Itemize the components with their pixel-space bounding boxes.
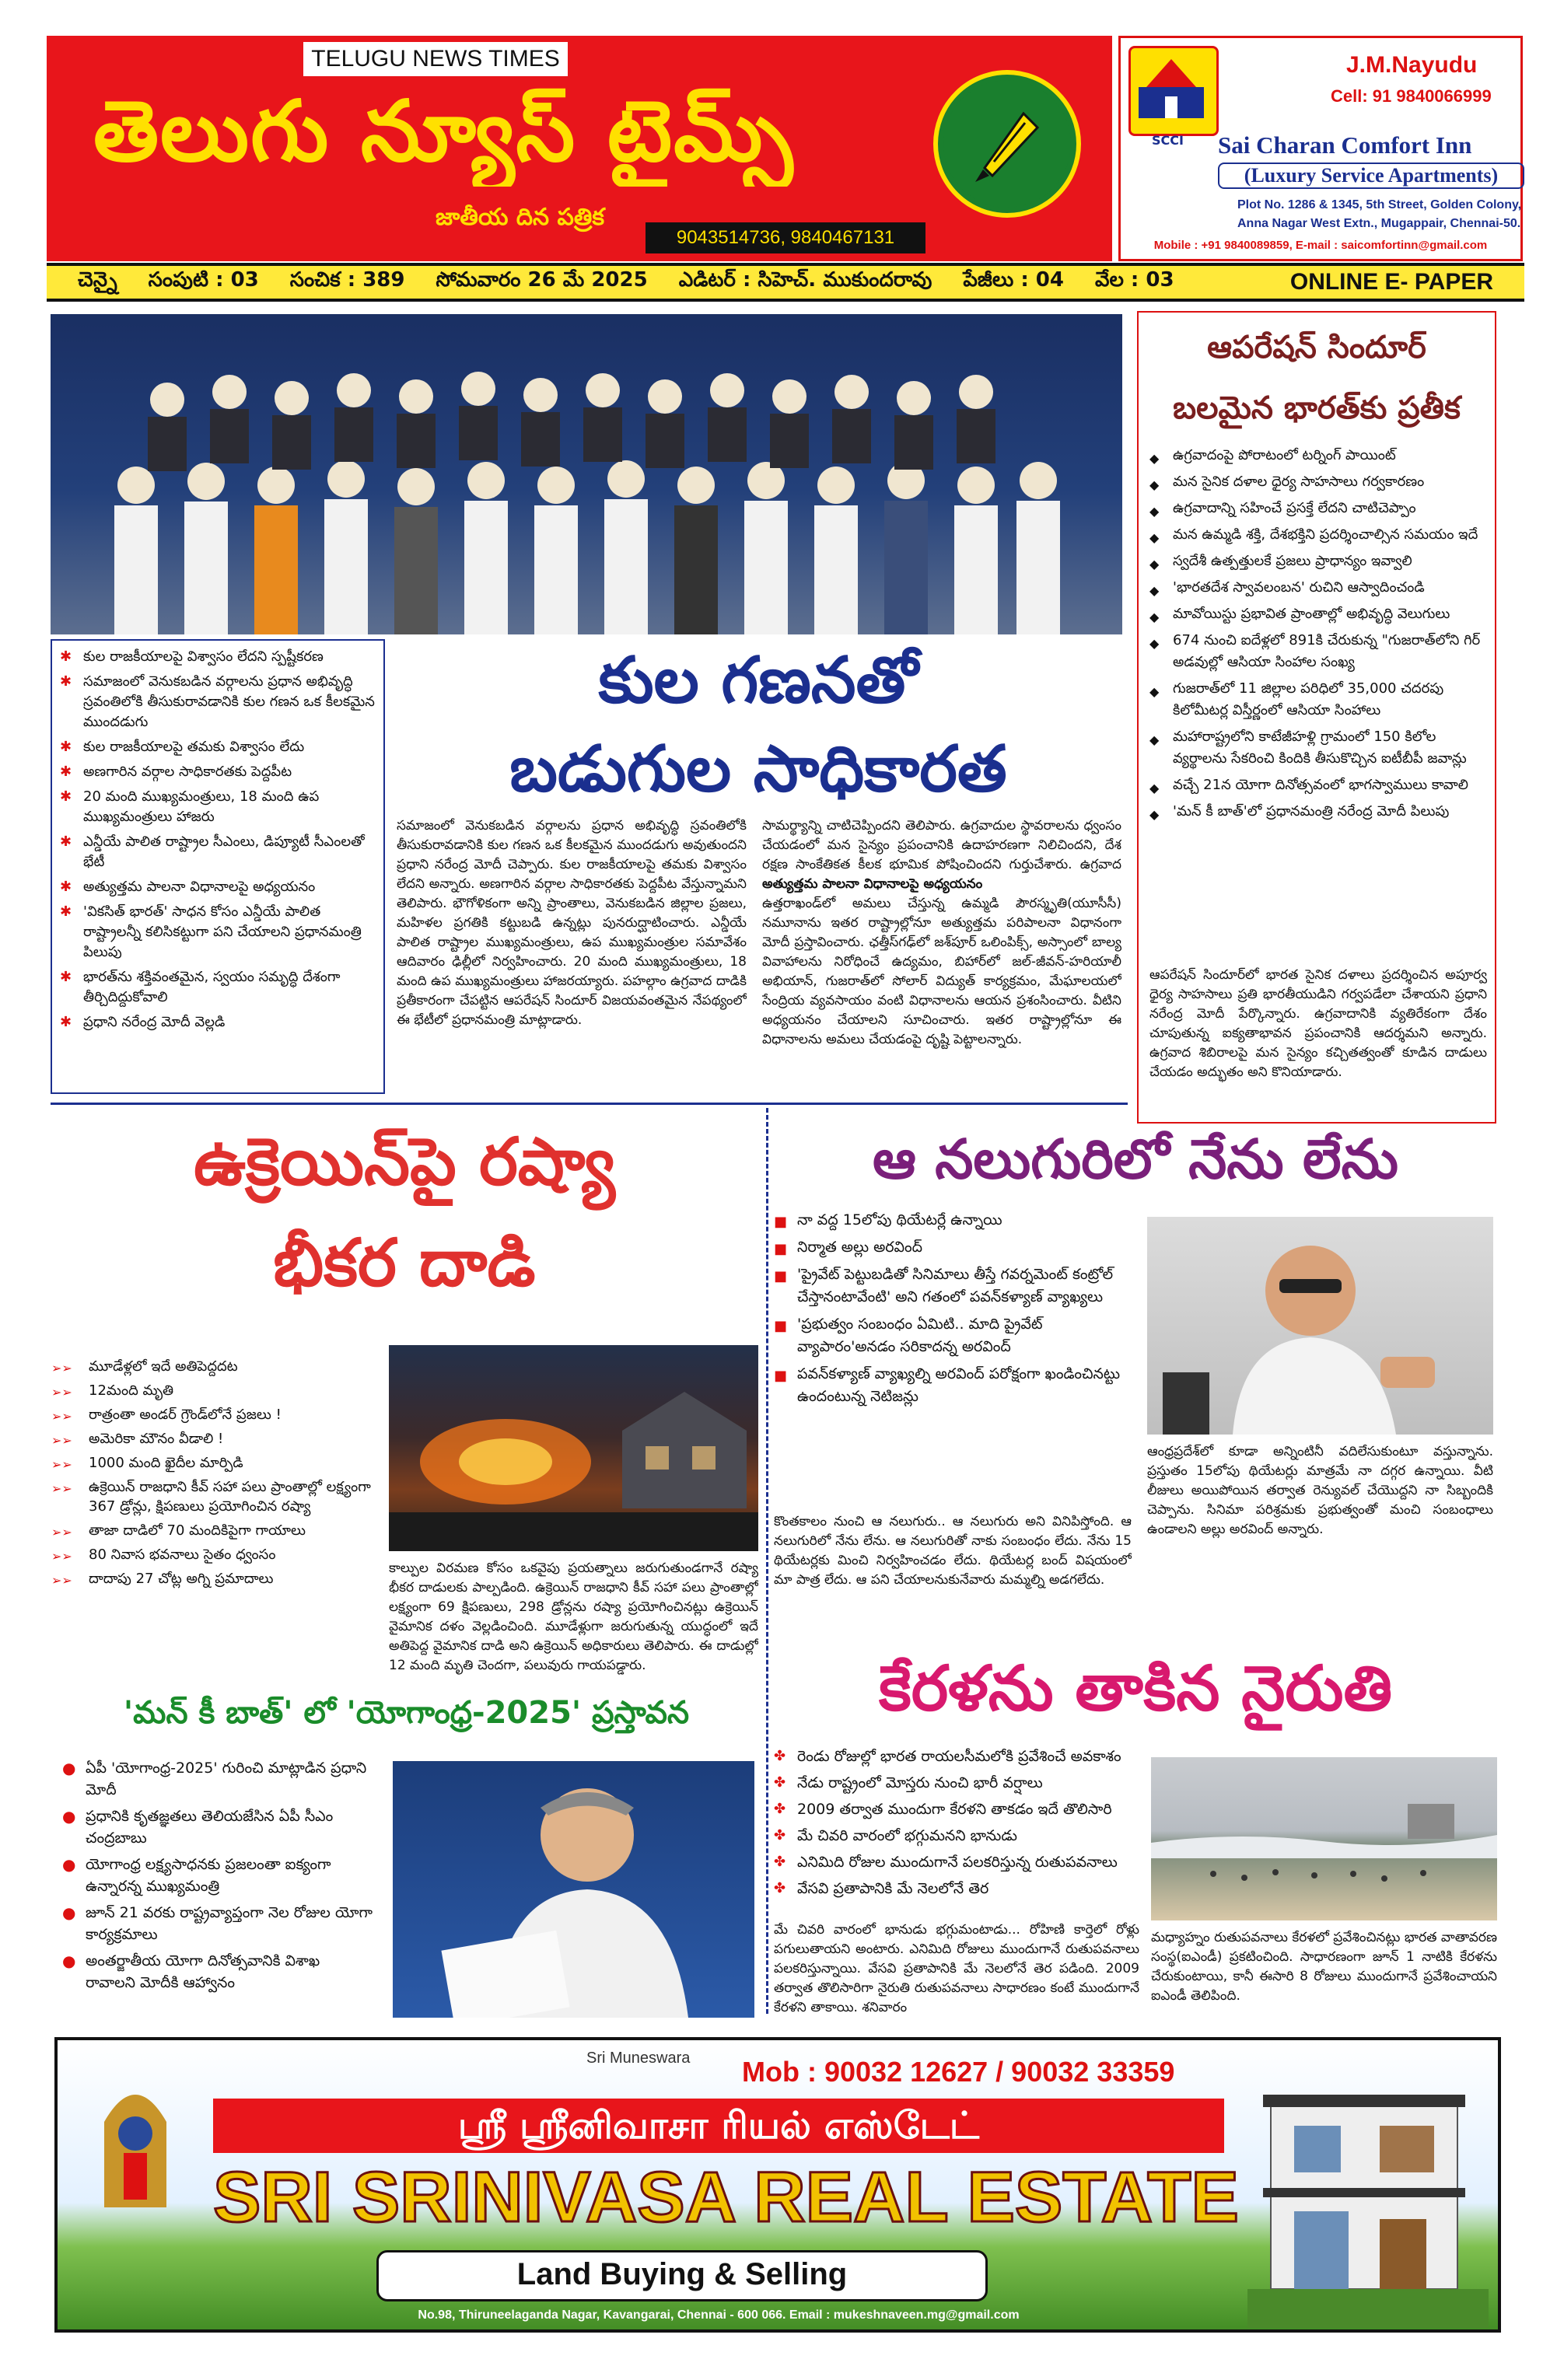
census-subheading: అత్యుత్తమ పాలనా విధానాలపై అధ్యయనం: [762, 876, 983, 892]
list-item: ➢➢ 12మంది మృతి: [51, 1381, 382, 1400]
column-divider: [766, 1108, 768, 2014]
allu-bullet-list: [774, 1209, 1132, 1508]
hotel-name: Sai Charan Comfort Inn: [1218, 131, 1472, 159]
masthead-tag: TELUGU NEWS TIMES: [303, 42, 568, 76]
masthead-subtitle: జాతీయ దిన పత్రిక: [436, 204, 604, 231]
hotel-address-line1: Plot No. 1286 & 1345, 5th Street, Golden Colony,: [1237, 198, 1522, 211]
list-item: ■ నిర్మాత అల్లు అరవింద్: [774, 1236, 1132, 1259]
list-item: ◆ 674 నుంచి ఐదేళ్లలో 891కి చేరుకున్న "గుజరాత్‌లోని గిర్ అడవుల్లో ఆసియా సింహాల సంఖ్య: [1149, 630, 1489, 673]
list-item: ✱ కుల రాజకీయాలపై తమకు విశ్వాసం లేదు: [60, 737, 377, 757]
volume-label: సంపుటి : 03: [148, 268, 259, 292]
allu-aravind-photo: [1147, 1217, 1493, 1435]
list-item: ✤ మే చివరి వారంలో భగ్గుమనని భానుడు: [774, 1825, 1139, 1847]
list-item: ➢➢ మూడేళ్లలో ఇదే అతిపెద్దదట: [51, 1357, 382, 1376]
kerala-body-col2: మధ్యాహ్నం రుతుపవనాలు కేరళలో ప్రవేశించినట్లు భారత వాతావరణ సంస్థ(ఐఎండీ) ప్రకటించింది. సాధారణంగా జూన్ 1 నాటికి కేరళను చేరుకుంటాయి, కానీ ఈసారి 8 రోజులు ముందుగానే ప్రవేశించాయని ఐఎండీ తెలిపింది.: [1151, 1930, 1497, 2004]
hotel-address-line2: Anna Nagar West Extn., Mugappair, Chennai-50.: [1237, 217, 1521, 230]
list-item: ➢➢ రాత్రంతా అండర్ గ్రౌండ్‌లోనే ప్రజలు !: [51, 1405, 382, 1424]
sindoor-bullet-list: [1149, 445, 1489, 827]
list-item: ✱ అణగారిన వర్గాల సాధికారతకు పెద్దపీట: [60, 762, 377, 782]
census-body-col2: సామర్థ్యాన్ని చాటిచెప్పిందని తెలిపారు. ఉగ్రవాదుల స్థావరాలను ధ్వంసం చేయడంలో మన సైన్యం ప్రపంచానికి ఉదాహరణగా నిలిచిందని, దేశ రక్షణ సాంకేతికత కీలక భూమిక పోషించిందని గుర్తుచేశారు. ఉగ్రవాద: [762, 818, 1121, 872]
kerala-bullet-list: [774, 1746, 1139, 1917]
real-estate-advertisement[interactable]: [54, 2037, 1501, 2333]
census-bullet-list: [60, 647, 377, 1033]
list-item: ◆ మహారాష్ట్రలోని కాటేజీహళ్లి గ్రామంలో 150 కిలోల వ్యర్థాలను సేకరించి కిందికి తీసుకొచ్చిన ఐటీబీపీ జవాన్లు: [1149, 726, 1489, 770]
census-bullet-box: [51, 639, 385, 1094]
hotel-advertisement[interactable]: [1118, 36, 1523, 261]
list-item: ✱ అత్యుత్తమ పాలనా విధానాలపై అధ్యయనం: [60, 877, 377, 897]
pages-label: పేజీలు : 04: [963, 268, 1064, 292]
temple-logo-icon: [89, 2060, 182, 2215]
list-item: ◆ వచ్చే 21న యోగా దినోత్సవంలో భాగస్వాములు కావాలి: [1149, 774, 1489, 796]
list-item: ● ఏపీ 'యోగాంధ్ర-2025' గురించి మాట్లాడిన ప్రధాని మోదీ: [62, 1757, 373, 1801]
ad-address: No.98, Thiruneelaganda Nagar, Kavangarai, Chennai - 600 066. Email : mukeshnaveen.mg@gmail.com: [418, 2308, 1020, 2322]
hotel-badge: SCCI: [1152, 133, 1184, 148]
hotel-tagline: (Luxury Service Apartments): [1218, 163, 1524, 189]
mann-ki-baat-headline: 'మన్ కీ బాత్' లో 'యోగాంధ్ర-2025' ప్రస్తావన: [123, 1695, 690, 1731]
ukraine-body: కాల్పుల విరమణ కోసం ఒకవైపు ప్రయత్నాలు జరుగుతుండగానే రష్యా భీకర దాడులకు పాల్పడింది. ఉక్రెయిన్ రాజధాని కీవ్ సహా పలు ప్రాంతాల్లో లక్ష్యంగా 69 క్షిపణులు, 298 డ్రోన్లను రష్యా ప్రయోగించినట్లు ఉక్రెయిన్ వైమానిక దళం వెల్లడించింది. మూడేళ్లుగా జరుగుతున్న యుద్ధంలో ఇదే అతిపెద్ద వైమానిక దాడి అని ఉక్రెయిన్ అధికారులు తెలిపారు. ఈ దాడుల్లో 12 మంది మృతి చెందగా, పలువురు గాయపడ్డారు.: [389, 1560, 758, 1673]
list-item: ◆ స్వదేశీ ఉత్పత్తులకే ప్రజలు ప్రాధాన్యం ఇవ్వాలి: [1149, 550, 1489, 572]
sindoor-title-2: బలమైన భారత్‌కు ప్రతీక: [1173, 390, 1461, 426]
kerala-headline: కేరళను తాకిన నైరుతి: [878, 1652, 1393, 1725]
list-item: ➢➢ ఉక్రెయిన్ రాజధాని కీవ్ సహా పలు ప్రాంతాల్లో లక్ష్యంగా 367 డ్రోన్లు, క్షిపణులు ప్రయోగించిన రష్యా: [51, 1477, 382, 1516]
ad-tamil-name: ஸ்ரீ ஸ்ரீனிவாசா ரியல் எஸ்டேட்: [213, 2099, 1224, 2153]
list-item: ➢➢ తాజా దాడిలో 70 మందికిపైగా గాయాలు: [51, 1521, 382, 1540]
list-item: ◆ మన సైనిక దళాల ధైర్య సాహసాలు గర్వకారణం: [1149, 471, 1489, 493]
list-item: ◆ మావోయిస్టు ప్రభావిత ప్రాంతాల్లో అభివృద్ధి వెలుగులు: [1149, 603, 1489, 625]
list-item: ✤ 2009 తర్వాత ముందుగా కేరళని తాకడం ఇదే తొలిసారి: [774, 1798, 1139, 1820]
chandrababu-photo: [393, 1761, 754, 2018]
list-item: ✤ వేసవి ప్రతాపానికి మే నెలలోనే తెర: [774, 1878, 1139, 1899]
editor-label: ఎడిటర్ : సిహెచ్. ముకుందరావు: [678, 268, 932, 292]
list-item: ✱ కుల రాజకీయాలపై విశ్వాసం లేదని స్పష్టీకరణ: [60, 647, 377, 667]
kerala-beach-photo: [1151, 1757, 1497, 1920]
list-item: ◆ ఉగ్రవాదాన్ని సహించే ప్రసక్తే లేదని చాటిచెప్పాం: [1149, 498, 1489, 519]
list-item: ● అంతర్జాతీయ యోగా దినోత్సవానికి విశాఖ రావాలని మోదీకి ఆహ్వానం: [62, 1950, 373, 1994]
list-item: ● యోగాంధ్ర లక్ష్యసాధనకు ప్రజలంతా ఐక్యంగా ఉన్నారన్న ముఖ్యమంత్రి: [62, 1854, 373, 1897]
ukraine-headline-2: భీకర దాడి: [273, 1225, 536, 1301]
allu-headline: ఆ నలుగురిలో నేను లేను: [872, 1127, 1399, 1191]
date-label: సోమవారం 26 మే 2025: [436, 268, 648, 292]
census-col2: [762, 816, 1121, 1092]
nda-meeting-photo: [51, 314, 1122, 634]
kerala-body-col1: మే చివరి వారంలో భానుడు భగ్గుమంటాడు... రోహిణి కార్తెలో రోళ్లు పగులుతాయని అంటారు. ఎనిమిది రోజులు ముందుగానే రుతుపవనాలు పలకరిస్తున్నాయి. వేసవి ప్రతాపానికి మే నెలలోనే తెర పడింది. 2009 తర్వాత తొలిసారిగా నైరుతి రుతుపవనాలు సాధారణం కంటే ముందుగానే కేరళని తాకాయి. శనివారం: [774, 1922, 1139, 2015]
list-item: ■ 'ప్రైవేట్ పెట్టుబడితో సినిమాలు తీస్తే గవర్నమెంట్ కంట్రోల్ చేస్తానంటావేంటి' అని గతంలో పవన్‌కళ్యాణ్ వ్యాఖ్యలు: [774, 1263, 1132, 1309]
hotel-contact: Mobile : +91 9840089859, E-mail : saicomfortinn@gmail.com: [1153, 239, 1488, 252]
ad-deity-label: Sri Muneswara: [586, 2050, 691, 2067]
list-item: ➢➢ అమెరికా మౌనం వీడాలి !: [51, 1429, 382, 1449]
list-item: ✤ నేడు రాష్ట్రంలో మోస్తరు నుంచి భారీ వర్షాలు: [774, 1772, 1139, 1794]
mann-ki-baat-bullet-list: [62, 1757, 373, 2022]
pen-nib-icon: [933, 70, 1081, 218]
sindoor-title-1: ఆపరేషన్ సిందూర్: [1207, 330, 1426, 365]
hotel-owner: J.M.Nayudu: [1346, 52, 1478, 78]
list-item: ➢➢ దాదాపు 27 చోట్ల అగ్ని ప్రమాదాలు: [51, 1569, 382, 1588]
ad-mobile: Mob : 90032 12627 / 90032 33359: [742, 2056, 1175, 2088]
census-headline-1: కుల గణనతో: [598, 644, 918, 718]
allu-body-col1: కొంతకాలం నుంచి ఆ నలుగురు.. ఆ నలుగురు అని వినిపిస్తోంది. ఆ నలుగురిలో నేను లేను. ఆ నలుగురితో నాకు సంబంధం లేదు. నేను 15 థియేటర్లకు మించి నిర్వహించడం లేదు. థియేటర్ల బంద్ విషయంలో మా పాత్ర లేదు. ఆ పని చేయాలనుకునేవారు మమ్మల్ని అడగలేదు.: [774, 1514, 1132, 1588]
ad-english-name: SRI SRINIVASA REAL ESTATE: [213, 2158, 1239, 2237]
list-item: ✱ భారత్‌ను శక్తివంతమైన, స్వయం సమృద్ధి దేశంగా తీర్చిదిద్దుకోవాలి: [60, 967, 377, 1008]
list-item: ◆ మన ఉమ్మడి శక్తి, దేశభక్తిని ప్రదర్శించాల్సిన సమయం ఇదే: [1149, 524, 1489, 546]
price-label: వేల : 03: [1094, 268, 1174, 292]
edition-label: ONLINE E- PAPER: [1289, 269, 1493, 295]
ukraine-bullet-list: [51, 1357, 382, 1683]
temple-logo-icon: [1128, 46, 1219, 136]
sindoor-body: ఆపరేషన్ సిందూర్‌లో భారత సైనిక దళాలు ప్రదర్శించిన అపూర్వ ధైర్య సాహసాలు ప్రతి భారతీయుడిని గర్వపడేలా చేశాయని ప్రధాని నరేంద్ర మోదీ పేర్కొన్నారు. ఉగ్రవాదానికి వ్యతిరేకంగా దేశం చూపుతున్న ఐక్యతాభావన ప్రపంచానికి ఆదర్శమని అన్నారు. ఉగ్రవాద శిబిరాలపై మన సైన్యం కచ్చితత్వంతో కూడిన దాడులు చేయడం అద్భుతం అని కొనియాడారు.: [1149, 967, 1487, 1080]
list-item: ◆ ఉగ్రవాదంపై పోరాటంలో టర్నింగ్ పాయింట్: [1149, 445, 1489, 467]
list-item: ✱ 20 మంది ముఖ్యమంత్రులు, 18 మంది ఉప ముఖ్యమంత్రులు హాజరు: [60, 787, 377, 827]
list-item: ✱ ప్రధాని నరేంద్ర మోదీ వెల్లడి: [60, 1012, 377, 1033]
list-item: ✱ సమాజంలో వెనుకబడిన వర్గాలను ప్రధాన అభివృద్ధి స్రవంతిలోకి తీసుకురావడానికి కుల గణన ఒక కీలకమైన ముందడుగు: [60, 672, 377, 732]
list-item: ● జూన్ 21 వరకు రాష్ట్రవ్యాప్తంగా నెల రోజుల యోగా కార్యక్రమాలు: [62, 1902, 373, 1945]
city-label: చెన్నై: [78, 268, 117, 292]
ukraine-headline-1: ఉక్రెయిన్‌పై రష్యా: [194, 1124, 615, 1200]
list-item: ● ప్రధానికి కృతజ్ఞతలు తెలియజేసిన ఏపీ సీఎం చంద్రబాబు: [62, 1805, 373, 1849]
list-item: ➢➢ 1000 మంది ఖైదీల మార్పిడి: [51, 1453, 382, 1473]
ad-tagline: Land Buying & Selling: [376, 2250, 988, 2301]
list-item: ✱ 'వికసిత్ భారత్' సాధన కోసం ఎన్డీయే పాలిత రాష్ట్రాలన్నీ కలిసికట్టుగా పని చేయాలని ప్రధానమంత్రి పిలుపు: [60, 902, 377, 963]
list-item: ✤ రెండు రోజుల్లో భారత రాయలసీమలోకి ప్రవేశించే అవకాశం: [774, 1746, 1139, 1767]
census-body-col2b: ఉత్తరాఖండ్‌లో అమలు చేస్తున్న ఉమ్మడి పౌరస్మృతి(యూసీసీ) నమూనాను ఇతర రాష్ట్రాల్లోనూ అత్యుత్తమ పరిపాలనా విధానంగా మోదీ ప్రస్తావించారు. ఛత్తీస్‌గఢ్‌లో జశ్‌పూర్ ఒలింపిక్స్, అస్సాంలో బాల్య వివాహాలను నిరోధించే ఉద్యమం, బిహార్‌లో జల్-జీవన్-హరియాలీ అభియాన్, గుజరాత్‌లో సోలార్ విద్యుత్ కార్యక్రమం, మేఘాలయలో సేంద్రియ వ్యవసాయం వంటి విధానాలను ఆయన ప్రశంసించారు. వీటిని అధ్యయనం చేయాలని సూచించారు. ఇతర రాష్ట్రాల్లోనూ ఈ విధానాలను అమలు చేయడంపై దృష్టి పెట్టాలన్నారు.: [762, 896, 1121, 1047]
masthead-title: తెలుగు న్యూస్ టైమ్స్: [93, 83, 795, 180]
census-body-col1: సమాజంలో వెనుకబడిన వర్గాలను ప్రధాన అభివృద్ధి స్రవంతిలోకి తీసుకురావడానికి కుల గణన ఒక కీలకమైన ముందడుగు అవుతుందని ప్రధాని నరేంద్ర మోదీ చెప్పారు. కుల రాజకీయాలపై తమకు విశ్వాసం లేదని అన్నారు. అణగారిన వర్గాల సాధికారతకు పెద్దపీట వేస్తున్నామని తెలిపారు. భౌగోళికంగా అన్ని ప్రాంతాలు, వెనుకబడిన జిల్లాల ప్రజలు, మహిళల ప్రగతికి కట్టుబడి ఉన్నట్లు పునరుద్ఘాటించారు. ఎన్డీయే పాలిత రాష్ట్రాల ముఖ్యమంత్రులు, ఉప ముఖ్యమంత్రుల సమావేశం ఆదివారం ఢిల్లీలో నిర్వహించారు. 20 మంది ముఖ్యమంత్రులు, 18 మంది ఉప ముఖ్యమంత్రులు హాజరయ్యారు. పహల్గాం ఉగ్రవాద దాడికి ప్రతీకారంగా చేపట్టిన ఆపరేషన్ సిందూర్ విజయవంతమైన నేపథ్యంలో ఈ భేటీలో ప్రధానమంత్రి మాట్లాడారు.: [397, 818, 747, 1028]
list-item: ◆ 'భారతదేశ స్వావలంబన' రుచిని ఆస్వాదించండి: [1149, 577, 1489, 599]
issue-info-bar: [47, 263, 1524, 302]
list-item: ■ నా వద్ద 15లోపు థియేటర్లే ఉన్నాయి: [774, 1209, 1132, 1232]
hotel-cell: Cell: 91 9840066999: [1331, 86, 1492, 106]
section-divider: [51, 1103, 1128, 1105]
masthead-phones: 9043514736, 9840467131: [646, 222, 925, 253]
sindoor-story-box: [1137, 311, 1496, 1124]
issue-label: సంచిక : 389: [289, 268, 405, 292]
list-item: ◆ గుజరాత్‌లో 11 జిల్లాల పరిధిలో 35,000 చదరపు కిలోమీటర్ల విస్తీర్ణంలో ఆసియా సింహాలు: [1149, 678, 1489, 722]
census-headline-2: బడుగుల సాధికారత: [509, 732, 1007, 806]
ukraine-attack-photo: [389, 1345, 758, 1551]
house-illustration: [1247, 2056, 1489, 2328]
list-item: ✤ ఎనిమిది రోజుల ముందుగానే పలకరిస్తున్న రుతుపవనాలు: [774, 1851, 1139, 1873]
allu-body-col2: ఆంధ్రప్రదేశ్‌లో కూడా అన్నింటినీ వదిలేసుకుంటూ వస్తున్నాను. ప్రస్తుతం 15లోపు థియేటర్లు మాత్రమే నా దగ్గర ఉన్నాయి. వీటి లీజులు అయిపోయిన తర్వాత రెన్యువల్ చేయొద్దని నా సిబ్బందికి చెప్పాను. సినిమా పరిశ్రమకు ప్రభుత్వంతో మంచి సంబంధాలు ఉండాలని అల్లు అరవింద్ అన్నారు.: [1147, 1444, 1493, 1537]
list-item: ◆ 'మన్ కీ బాత్'లో ప్రధానమంత్రి నరేంద్ర మోదీ పిలుపు: [1149, 801, 1489, 823]
list-item: ➢➢ 80 నివాస భవనాలు సైతం ధ్వంసం: [51, 1545, 382, 1564]
list-item: ■ పవన్‌కళ్యాణ్ వ్యాఖ్యల్ని అరవింద్ పరోక్షంగా ఖండించినట్టు ఉందంటున్న నెటిజన్లు: [774, 1363, 1132, 1408]
list-item: ✱ ఎన్డీయే పాలిత రాష్ట్రాల సీఎంలు, డిప్యూటీ సీఎంలతో భేటీ: [60, 832, 377, 872]
list-item: ■ 'ప్రభుత్వం సంబంధం ఏమిటి.. మాది ప్రైవేట్ వ్యాపారం'అనడం సరికాదన్న అరవింద్: [774, 1313, 1132, 1358]
